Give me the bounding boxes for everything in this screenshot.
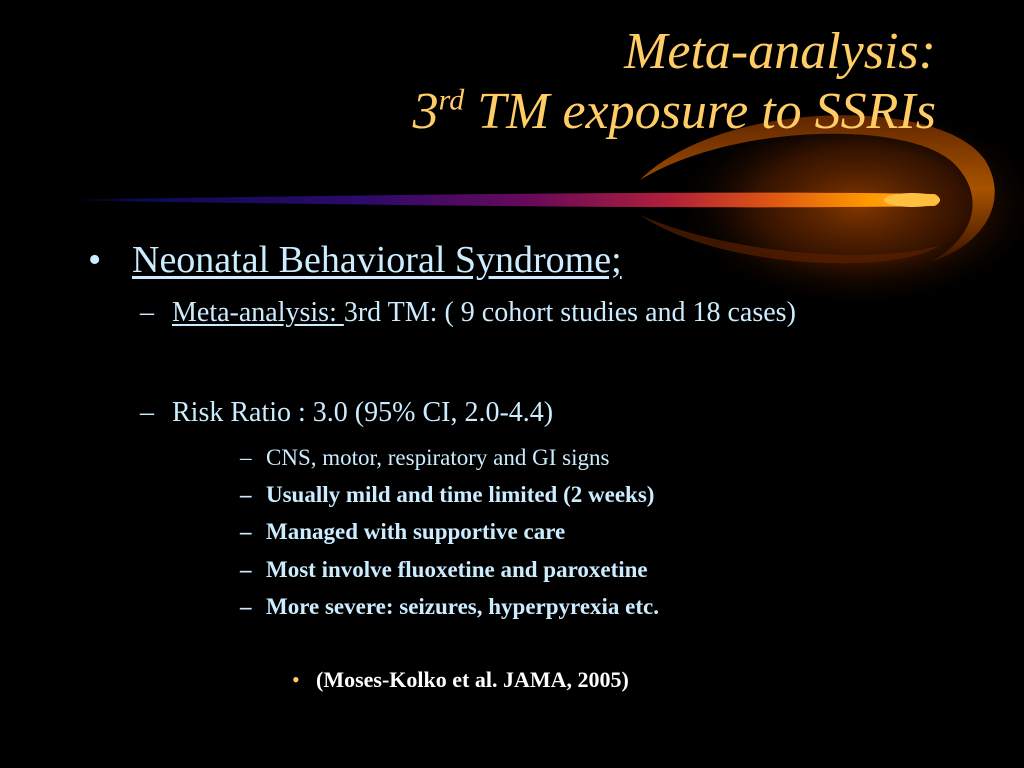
detail-text: Usually mild and time limited (2 weeks) bbox=[266, 482, 655, 507]
dash-marker: – bbox=[240, 445, 252, 470]
dash-marker: – bbox=[140, 297, 154, 328]
detail-item-supportive-care bbox=[240, 517, 565, 547]
citation-bullet-marker: • bbox=[292, 667, 300, 692]
detail-item-severe bbox=[240, 592, 659, 622]
title-line-1: Meta-analysis: bbox=[624, 23, 936, 80]
title-ordinal-suffix: rd bbox=[438, 83, 465, 117]
detail-text: Managed with supportive care bbox=[266, 519, 566, 544]
neonatal-syndrome-link[interactable]: Neonatal Behavioral Syndrome; bbox=[132, 239, 622, 281]
detail-text: Most involve fluoxetine and paroxetine bbox=[266, 557, 648, 582]
detail-text: More severe: seizures, hyperpyrexia etc. bbox=[266, 594, 659, 619]
dash-marker: – bbox=[240, 519, 252, 544]
citation-text: (Moses-Kolko et al. JAMA, 2005) bbox=[316, 667, 629, 692]
title-ordinal-number: 3 bbox=[412, 83, 439, 140]
citation bbox=[292, 665, 629, 695]
meta-analysis-link[interactable]: Meta-analysis: bbox=[172, 297, 344, 328]
detail-item-drugs bbox=[240, 555, 648, 585]
detail-item-mild bbox=[240, 480, 654, 510]
detail-text: CNS, motor, respiratory and GI signs bbox=[266, 445, 610, 470]
bullet-neonatal-syndrome bbox=[88, 236, 622, 284]
sub-bullet-risk-ratio bbox=[140, 396, 553, 430]
dash-marker: – bbox=[240, 482, 252, 507]
risk-ratio-text: Risk Ratio : 3.0 (95% CI, 2.0-4.4) bbox=[172, 397, 554, 428]
bullet-marker: • bbox=[88, 239, 102, 281]
title-line-2-text: TM exposure to SSRIs bbox=[464, 83, 936, 140]
meta-analysis-text: 3rd TM: ( 9 cohort studies and 18 cases) bbox=[343, 297, 796, 328]
sub-bullet-meta-analysis bbox=[140, 296, 796, 330]
detail-item-signs bbox=[240, 443, 609, 473]
dash-marker: – bbox=[240, 557, 252, 582]
dash-marker: – bbox=[140, 397, 154, 428]
dash-marker: – bbox=[240, 594, 252, 619]
